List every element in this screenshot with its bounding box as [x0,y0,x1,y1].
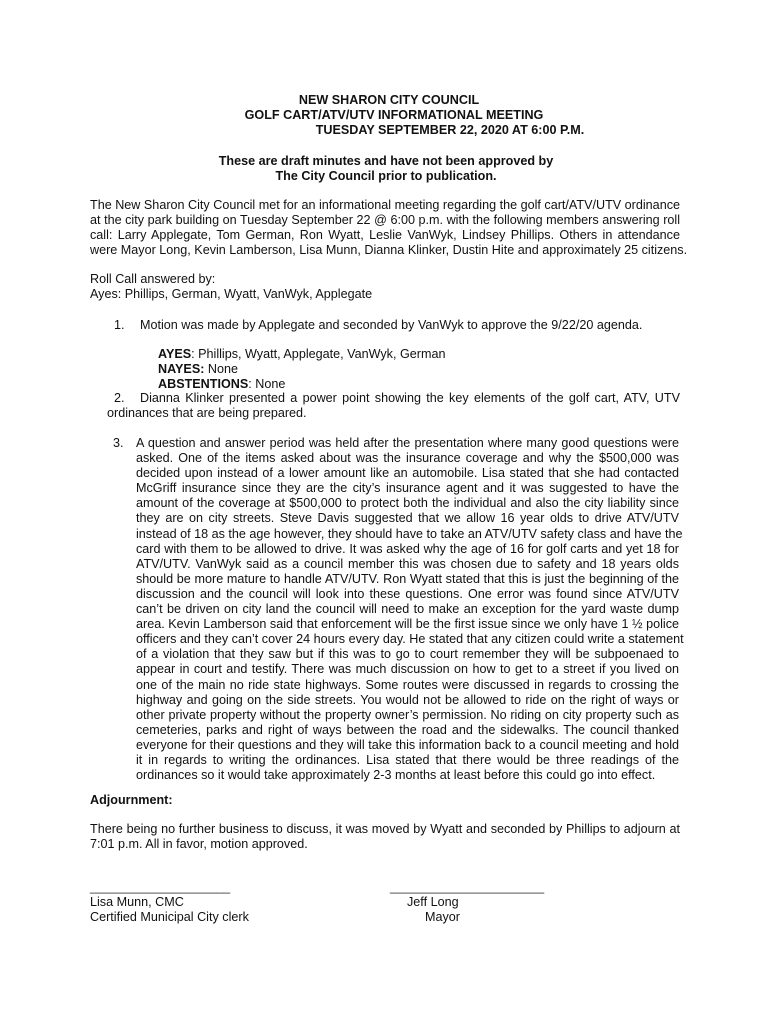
item-3-line: decided upon instead of a lower amount like an automobile. Lisa stated that she had contacted [136,466,679,481]
mayor-title: Mayor [425,910,460,925]
item-3-line: can’t be driven on city land the council will need to make an exception for the yard waste dump [136,602,679,617]
item-number: 1. [114,318,125,332]
document-title [0,93,770,138]
item-3-line: officers and they can’t cover 24 hours every day. He stated that any citizen could write a statement [136,632,684,647]
item-3-line: instead of 18 as the age however, they should have to take an ATV/UTV safety class and have the [136,526,683,541]
item-3-line: one of the main no ride state highways. Some routes were discussed in regards to crossing the [136,677,679,692]
roll-call-ayes: Ayes: Phillips, German, Wyatt, VanWyk, Applegate [90,287,373,302]
intro-line: at the city park building on Tuesday September 22 @ 6:00 p.m. with the following members answering roll [90,213,680,228]
item-3-line: appear in court and testify. There was much discussion on how to get to a street if you lived on [136,662,679,677]
item-3-line: ATV/UTV. VanWyk said as a council member this was chosen due to safety and 18 years olds [136,556,679,571]
adjournment-paragraph [90,822,680,852]
intro-paragraph [90,198,688,258]
item-3-line: A question and answer period was held after the presentation where many good questions were [136,436,679,450]
ayes-label: AYES [158,347,192,361]
intro-line: were Mayor Long, Kevin Lamberson, Lisa Munn, Dianna Klinker, Dustin Hite and approximately 25 citizens. [90,243,688,258]
item-3-line: other private property without the property owner’s permission. No riding on city property such as [136,707,679,722]
nayes-row [158,362,445,377]
item-number: 2. [114,391,125,405]
draft-notice-line-2: The City Council prior to publication. [275,169,497,184]
intro-line: call: Larry Applegate, Tom German, Ron Wyatt, Leslie VanWyk, Lindsey Phillips. Others in attendance [90,228,680,243]
title-line-3: TUESDAY SEPTEMBER 22, 2020 AT 6:00 P.M. [315,123,585,138]
item-3-line: card with them to be allowed to drive. It was asked why the age of 16 for golf carts and yet 18 for [136,541,679,556]
intro-line: The New Sharon City Council met for an informational meeting regarding the golf cart/ATV/UTV ordinance [90,198,680,212]
item-text-line-2: ordinances that are being prepared. [107,406,307,420]
item-3-line: discussion and the council will look into these questions. One error was found since ATV/UTV [136,586,679,601]
item-3-line: McGriff insurance since they are the city’s insurance agent and it was suggested to have the [136,481,679,496]
item-3-line: highway and going on the side streets. You would not be allowed to ride on the right of ways or [136,692,679,707]
item-3-line: they are on city streets. Steve Davis suggested that we allow 16 year olds to drive ATV/UTV [136,511,679,526]
item-3-line: amount of the coverage at $500,000 to protect both the individual and also the city liability since [136,496,679,511]
item-number: 3. [113,436,124,450]
roll-call-heading: Roll Call answered by: [90,272,216,286]
draft-notice-line-1: These are draft minutes and have not been approved by [218,154,554,168]
clerk-signature-block [90,880,249,925]
mayor-signature-block [390,880,544,925]
nayes-value: None [204,362,239,377]
clerk-name: Lisa Munn, CMC [90,895,184,910]
abstentions-value: : None [248,377,286,392]
item-3-line: should be more mature to handle ATV/UTV. Ron Wyatt stated that this is just the beginning of the [136,571,679,586]
ayes-value: : Phillips, Wyatt, Applegate, VanWyk, German [191,347,446,361]
item-3-line: ordinances so it would take approximately 2-3 months at least before this could go into effect. [136,768,656,783]
vote-tally [158,347,445,392]
nayes-label: NAYES: [158,362,205,377]
adjournment-line: There being no further business to discuss, it was moved by Wyatt and seconded by Phillips to adjourn at [90,822,680,836]
item-3-line: it in regards to writing the ordinances. Lisa stated that there would be three readings of the [136,752,679,767]
draft-notice [0,154,770,184]
signature-line: ______________________ [390,880,545,894]
adjournment-line: 7:01 p.m. All in favor, motion approved. [90,837,308,852]
item-3-line: asked. One of the items asked about was the insurance coverage and why the $500,000 was [136,451,679,466]
abstentions-label: ABSTENTIONS [158,377,249,392]
roll-call [90,272,680,302]
item-text: Motion was made by Applegate and seconded by VanWyk to approve the 9/22/20 agenda. [140,318,643,332]
adjournment-heading: Adjournment: [90,793,173,807]
item-3-line: area. Kevin Lamberson said that enforcement will be the first issue since we only have 1 ½ police [136,617,679,632]
signature-line: ____________________ [90,880,231,894]
item-3-line: cemeteries, parks and right of ways between the road and the sidewalks. The council thanked [136,722,679,737]
mayor-name: Jeff Long [407,895,459,910]
title-line-2: GOLF CART/ATV/UTV INFORMATIONAL MEETING [244,108,544,123]
item-3-body [136,436,684,783]
item-3-line: everyone for their questions and they will take this information back to a council meeting and hold [136,737,679,752]
item-text-line-1: Dianna Klinker presented a power point showing the key elements of the golf cart, ATV, UTV [140,391,680,405]
clerk-title: Certified Municipal City clerk [90,910,249,925]
ayes-row [158,347,445,362]
title-line-1: NEW SHARON CITY COUNCIL [298,93,480,107]
item-3-line: of a violation that they saw but if this was to go to court remember they will be subpoenaed to [136,647,679,662]
